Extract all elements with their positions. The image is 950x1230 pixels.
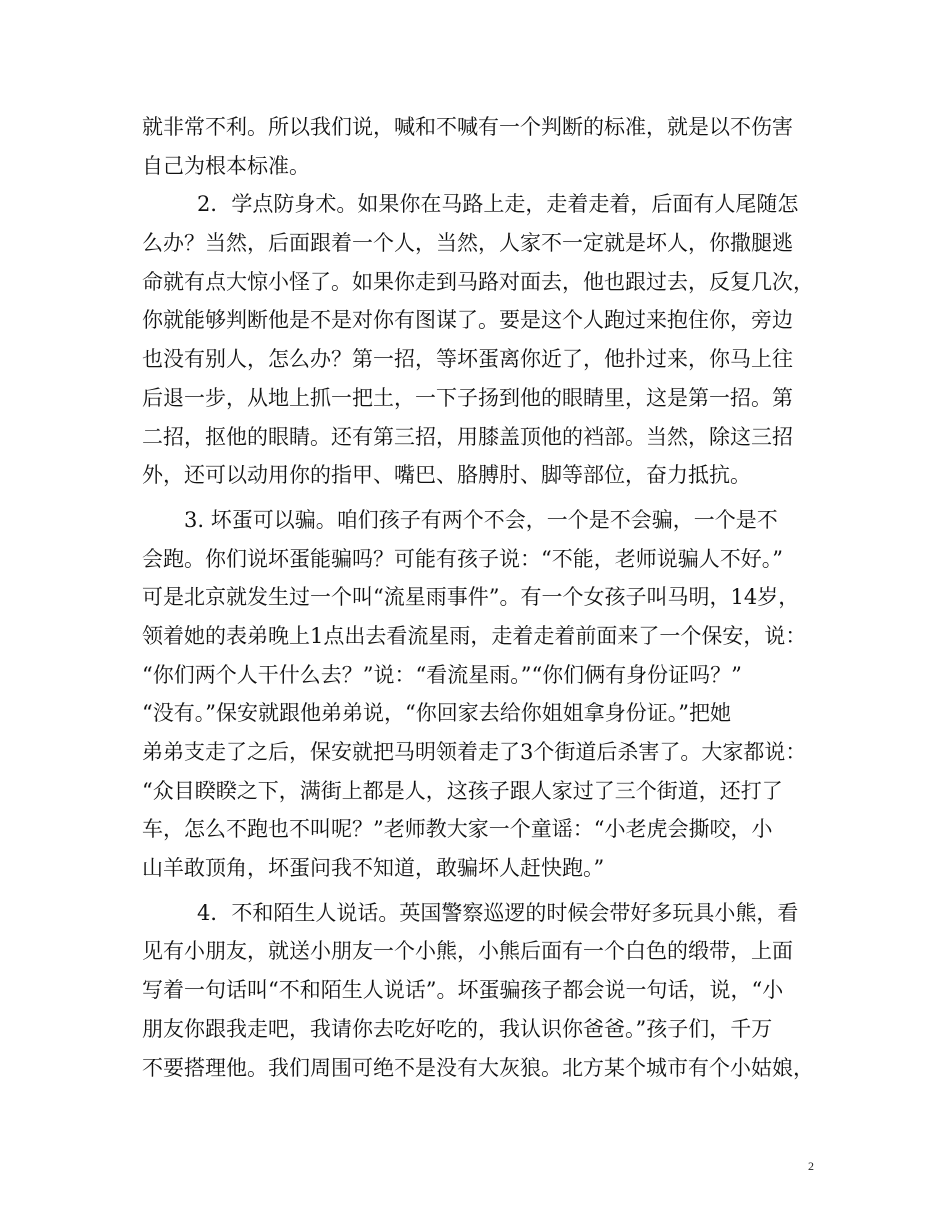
text-line: 4．不和陌生人说话。英国警察巡逻的时候会带好多玩具小熊，看 (197, 900, 799, 925)
text-line: 2．学点防身术。如果你在马路上走，走着走着，后面有人尾随怎 (197, 192, 799, 217)
text-line: 么办？当然，后面跟着一个人，当然，人家不一定就是坏人，你撒腿逃 (142, 231, 793, 256)
text-line: 也没有别人，怎么办？第一招，等坏蛋离你近了，他扑过来，你马上往 (142, 347, 793, 372)
text-line: 就非常不利。所以我们说，喊和不喊有一个判断的标准，就是以不伤害 (142, 115, 793, 139)
text-line: “你们两个人干什么去？”说：“看流星雨。”“你们俩有身份证吗？” (142, 662, 742, 687)
text-line: “众目睽睽之下，满街上都是人，这孩子跟人家过了三个街道，还打了 (142, 778, 783, 803)
text-line: 3. 坏蛋可以骗。咱们孩子有两个不会，一个是不会骗，一个是不 (184, 507, 778, 532)
text-line: “没有。”保安就跟他弟弟说，“你回家去给你姐姐拿身份证。”把她 (142, 701, 731, 726)
text-line: 二招，抠他的眼睛。还有第三招，用膝盖顶他的裆部。当然，除这三招 (142, 424, 793, 449)
paragraph (142, 501, 814, 888)
text-line: 山羊敢顶角，坏蛋问我不知道，敢骗坏人赶快跑。” (142, 856, 605, 881)
text-line: 写着一句话叫“不和陌生人说话”。坏蛋骗孩子都会说一句话，说，“小 (142, 978, 784, 1003)
text-line: 见有小朋友，就送小朋友一个小熊，小熊后面有一个白色的缎带，上面 (142, 939, 793, 964)
text-line: 你就能够判断他是不是对你有图谋了。要是这个人跑过来抱住你，旁边 (142, 308, 793, 333)
text-line: 后退一步，从地上抓一把土，一下子扬到他的眼睛里，这是第一招。第 (142, 385, 793, 410)
page-number: 2 (808, 1159, 814, 1173)
paragraph (142, 894, 814, 1087)
text-line: 可是北京就发生过一个叫“流星雨事件”。有一个女孩子叫马明，14岁， (142, 585, 800, 610)
text-line: 朋友你跟我走吧，我请你去吃好吃的，我认识你爸爸。”孩子们，千万 (142, 1016, 773, 1041)
text-line: 命就有点大惊小怪了。如果你走到马路对面去，他也跟过去，反复几次， (142, 269, 814, 294)
text-line: 会跑。你们说坏蛋能骗吗？可能有孩子说：“不能，老师说骗人不好。” (142, 546, 783, 571)
paragraph (142, 108, 814, 185)
body-text (142, 108, 814, 1087)
text-line: 领着她的表弟晚上1点出去看流星雨，走着走着前面来了一个保安，说： (142, 623, 807, 648)
paragraph (142, 185, 814, 495)
text-line: 不要搭理他。我们周围可绝不是没有大灰狼。北方某个城市有个小姑娘， (142, 1055, 814, 1080)
text-line: 车，怎么不跑也不叫呢？”老师教大家一个童谣：“小老虎会撕咬，小 (142, 817, 773, 842)
text-line: 外，还可以动用你的指甲、嘴巴、胳膊肘、脚等部位，奋力抵抗。 (142, 463, 751, 488)
text-line: 自己为根本标准。 (142, 153, 310, 178)
text-line: 弟弟支走了之后，保安就把马明领着走了3个街道后杀害了。大家都说： (142, 740, 807, 764)
